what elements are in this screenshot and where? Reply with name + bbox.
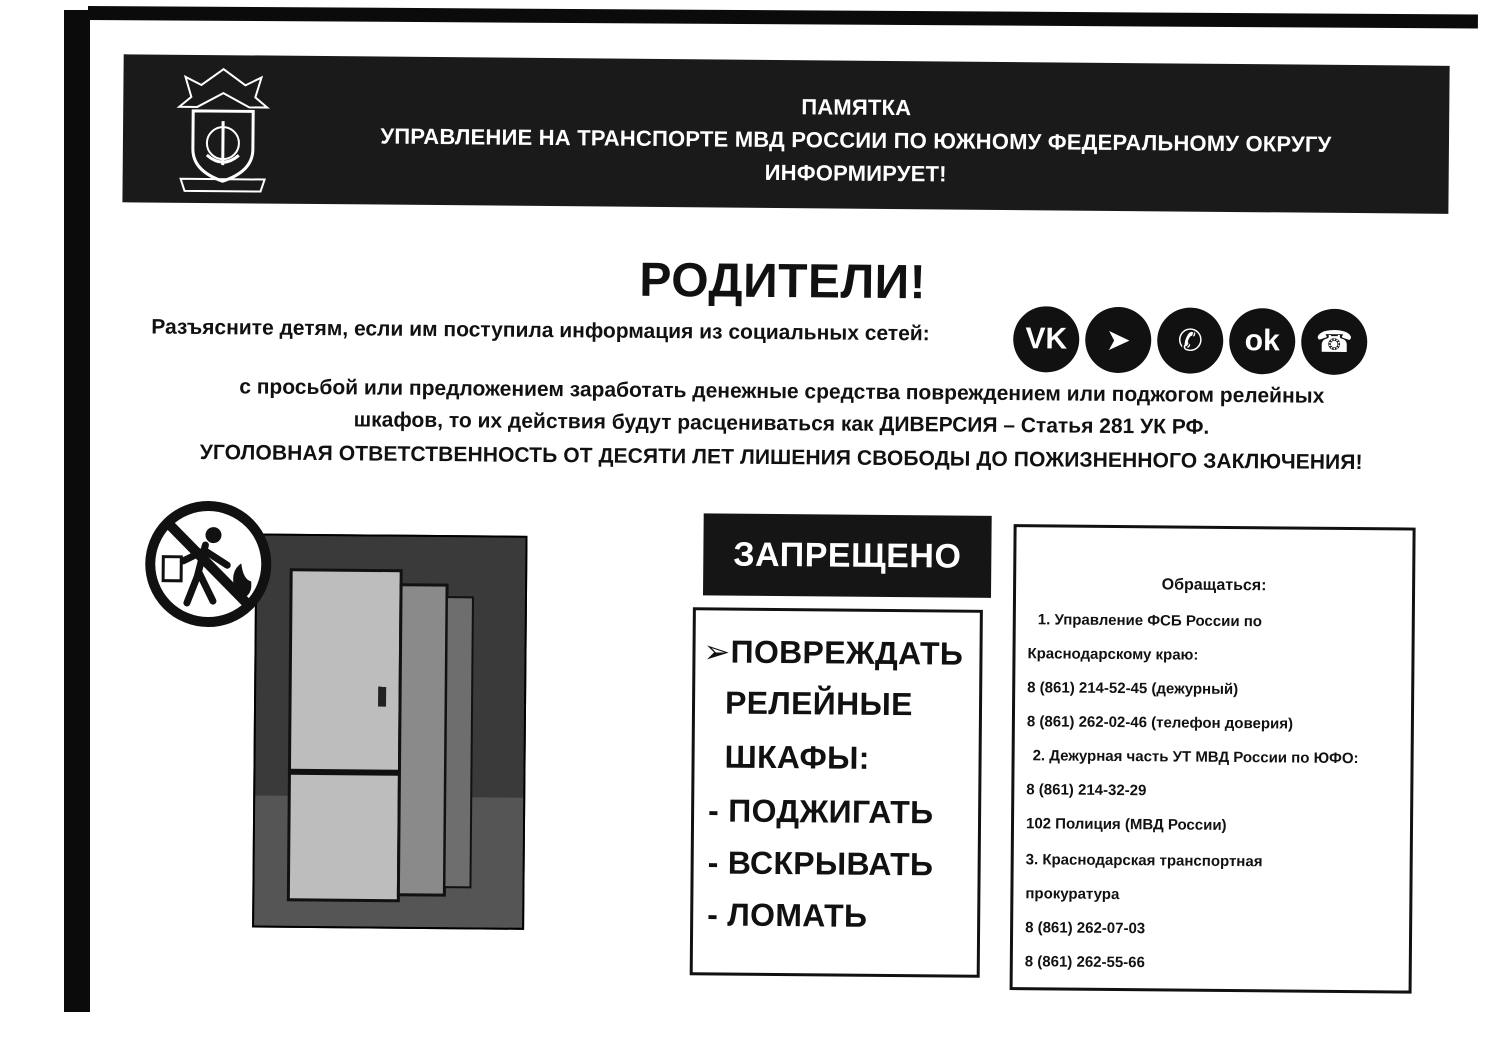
contact-fsb-region: Краснодарскому краю: xyxy=(1027,645,1199,664)
contact-prosecutor-2: прокуратура xyxy=(1025,885,1120,904)
contact-fsb: 1. Управление ФСБ России по xyxy=(1037,611,1263,631)
forbidden-item-open: - ВСКРЫВАТЬ xyxy=(707,844,934,883)
header-title: ПАМЯТКА xyxy=(801,94,912,121)
social-networks xyxy=(1013,306,1374,387)
relay-cabinet-photo xyxy=(252,533,527,929)
contact-prosecutor-phone-2: 8 (861) 262-55-66 xyxy=(1024,953,1145,972)
contact-mvd-phone: 8 (861) 214-32-29 xyxy=(1026,781,1147,800)
forbidden-item-break: - ЛОМАТЬ xyxy=(707,896,868,934)
viber-glyph: ☎ xyxy=(1315,325,1354,359)
body-text xyxy=(136,370,1427,445)
forbidden-item-damage: ➢ПОВРЕЖДАТЬ xyxy=(703,633,964,672)
body-line-1: с просьбой или предложением заработать денежные средства повреждением или поджогом релейных xyxy=(239,375,1325,408)
telegram-glyph: ➤ xyxy=(1105,323,1131,357)
contact-mvd-duty: 2. Дежурная часть УТ МВД России по ЮФО: xyxy=(1032,747,1359,768)
contact-prosecutor: 3. Краснодарская транспортная xyxy=(1025,851,1263,871)
body-line-2: шкафов, то их действия будут расцениваться как ДИВЕРСИЯ – Статья 281 УК РФ. xyxy=(353,408,1210,439)
whatsapp-icon xyxy=(1157,307,1224,374)
whatsapp-glyph: ✆ xyxy=(1177,324,1203,358)
telegram-icon xyxy=(1085,307,1152,374)
vk-icon xyxy=(1013,306,1080,373)
contact-prosecutor-phone-1: 8 (861) 262-07-03 xyxy=(1025,919,1146,938)
forbidden-item-relay: РЕЛЕЙНЫЕ xyxy=(724,684,913,723)
leaflet xyxy=(81,20,1480,1032)
odnoklassniki-glyph: ok xyxy=(1244,324,1280,358)
headline: РОДИТЕЛИ! xyxy=(639,253,927,310)
contacts-box xyxy=(1010,524,1416,993)
header-band xyxy=(122,54,1449,214)
forbidden-item-cabinets: ШКАФЫ: xyxy=(724,738,870,776)
contact-fsb-duty-phone: 8 (861) 214-52-45 (дежурный) xyxy=(1027,679,1239,699)
forbidden-item-arson: - ПОДЖИГАТЬ xyxy=(707,792,934,831)
forbidden-list xyxy=(690,607,983,978)
intro-text: Разъясните детям, если им поступила информация из социальных сетей: xyxy=(151,315,930,346)
header-informs: ИНФОРМИРУЕТ! xyxy=(764,159,947,187)
vk-glyph: VK xyxy=(1025,322,1068,356)
forbidden-title: ЗАПРЕЩЕНО xyxy=(703,513,992,598)
contacts-title: Обращаться: xyxy=(1161,576,1267,595)
odnoklassniki-icon xyxy=(1229,308,1296,375)
mvd-transport-emblem-icon xyxy=(170,63,275,196)
contact-fsb-trust-phone: 8 (861) 262-02-46 (телефон доверия) xyxy=(1026,713,1294,733)
viber-icon xyxy=(1301,309,1368,376)
header-org: УПРАВЛЕНИЕ НА ТРАНСПОРТЕ МВД РОССИИ ПО ЮЖНОМУ ФЕДЕРАЛЬНОМУ ОКРУГУ xyxy=(380,123,1332,157)
contact-police: 102 Полиция (МВД России) xyxy=(1025,815,1227,834)
no-arson-sign-icon xyxy=(143,498,274,629)
criminal-liability-warning: УГОЛОВНАЯ ОТВЕТСТВЕННОСТЬ ОТ ДЕСЯТИ ЛЕТ ЛИШЕНИЯ СВОБОДЫ ДО ПОЖИЗНЕННОГО ЗАКЛЮЧЕНИЯ! xyxy=(199,440,1363,475)
